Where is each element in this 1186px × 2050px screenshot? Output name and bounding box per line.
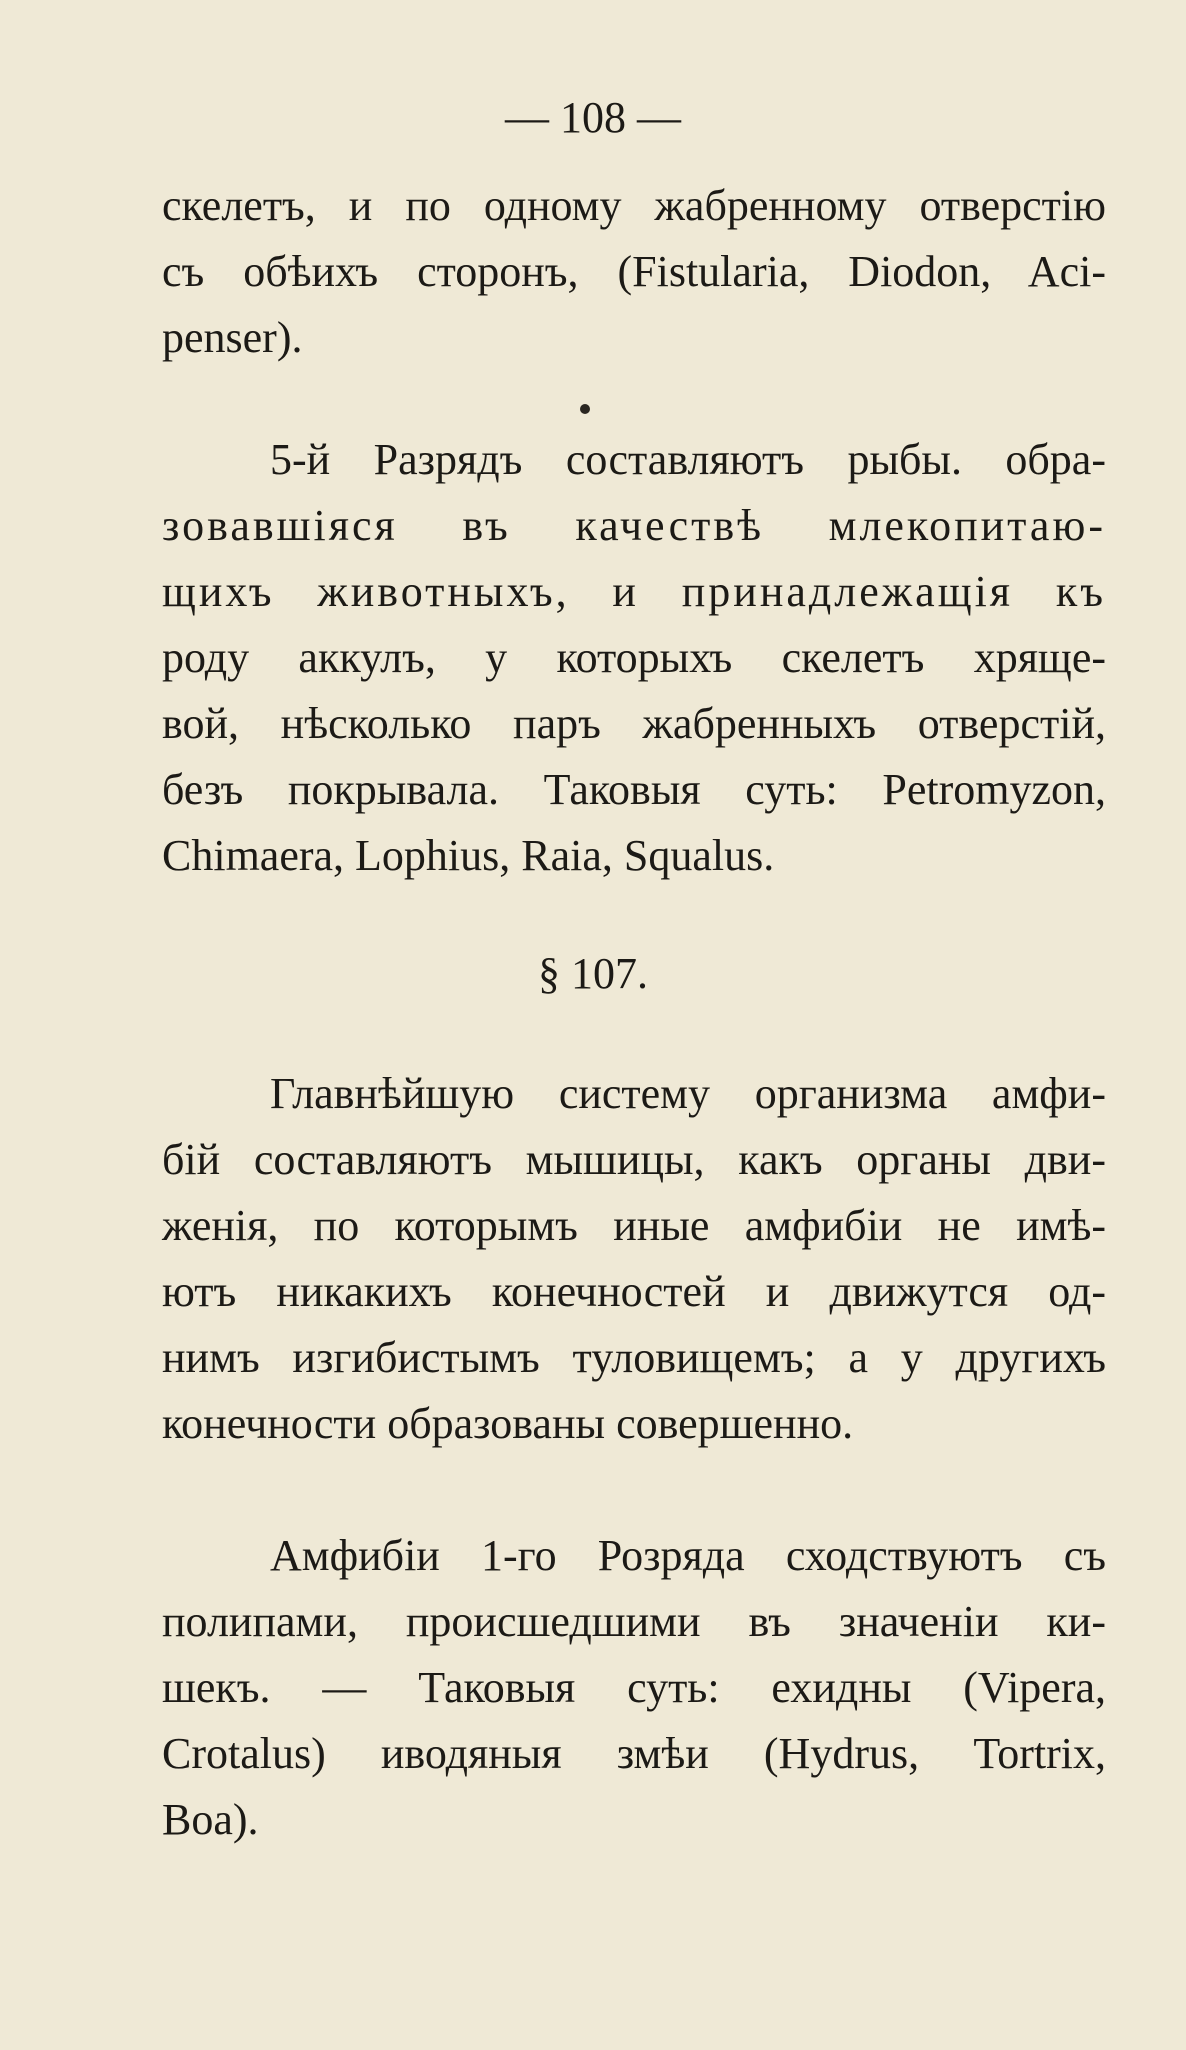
text-line: penser). [162,313,303,362]
text-line: Boa). [162,1795,259,1844]
text-line: бій составляютъ мышицы, какъ органы дви- [162,1135,1106,1184]
paragraph-1st-category [162,1526,1106,1866]
text-line: Главнѣйшую систему организма амфи- [270,1069,1106,1118]
text-line: 5-й Разрядъ составляютъ рыбы. обра- [270,435,1106,484]
text-line: зовавшіяся въ качествѣ млекопитаю- [162,501,1106,550]
text-line: съ обѣихъ сторонъ, (Fistularia, Diodon, Aci- [162,247,1106,296]
text-line: щихъ животныхъ, и принадлежащія къ [162,567,1106,616]
text-line: вой, нѣсколько паръ жабренныхъ отверстій, [162,699,1106,748]
printer-mark [580,404,590,414]
text-line: Crotalus) иводяныя змѣи (Hydrus, Tortrix, [162,1729,1106,1778]
text-line: конечности образованы совершенно. [162,1399,854,1448]
text-line: нимъ изгибистымъ туловищемъ; а у другихъ [162,1333,1106,1382]
page-number: — 108 — [505,93,681,142]
text-line: скелетъ, и по одному жабренному отверстію [162,181,1106,230]
section-heading: § 107. [538,949,648,998]
text-line: безъ покрывала. Таковыя суть: Petromyzon, [162,765,1106,814]
paragraph-amphibians [162,1064,1106,1464]
text-line: Chimaera, Lophius, Raia, Squalus. [162,831,775,880]
text-line: женія, по которымъ иные амфибіи не имѣ- [162,1201,1106,1250]
text-line: роду аккулъ, у которыхъ скелетъ хряще- [162,633,1106,682]
text-line: Амфибіи 1-го Розряда сходствуютъ съ [270,1531,1106,1580]
text-line: ютъ никакихъ конечностей и движутся од- [162,1267,1106,1316]
paragraph-5th-category [162,430,1106,890]
paragraph-continuation [162,176,1106,376]
text-line: шекъ. — Таковыя суть: ехидны (Vipera, [162,1663,1106,1712]
text-line: полипами, происшедшими въ значеніи ки- [162,1597,1106,1646]
